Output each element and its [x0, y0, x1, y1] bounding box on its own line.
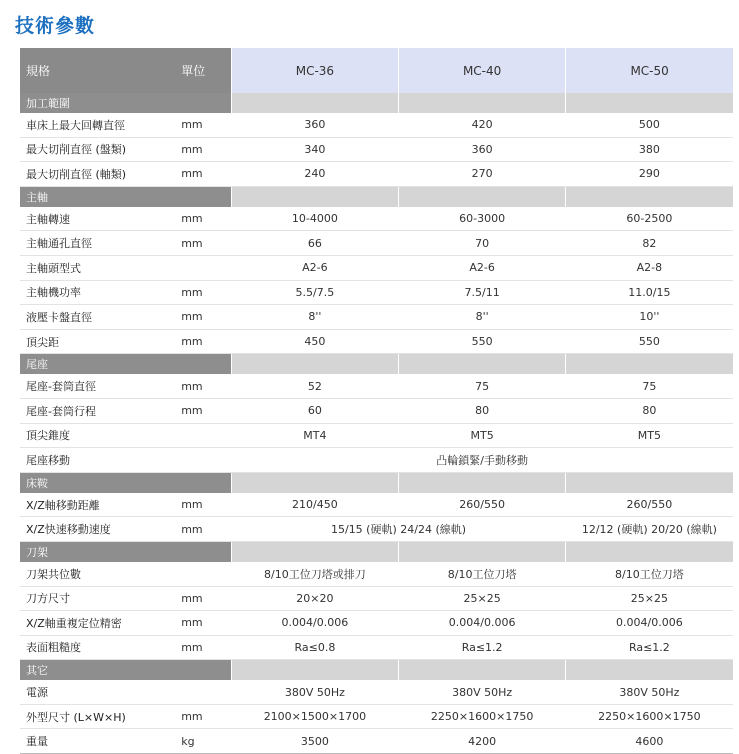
spec-unit: mm	[180, 280, 231, 305]
spec-unit: mm	[180, 137, 231, 162]
spec-unit: mm	[180, 305, 231, 330]
page-title: 技術參數	[15, 15, 96, 37]
spec-value-mc50: 380V 50Hz	[566, 680, 733, 704]
spec-name: 主軸通孔直徑	[20, 231, 180, 256]
spec-value-mc36: 8/10工位刀塔或排刀	[231, 562, 398, 586]
table-row	[20, 137, 733, 162]
spec-name: X/Z軸重複定位精密	[20, 611, 180, 636]
spec-value-mc40: 8/10工位刀塔	[399, 562, 566, 586]
spec-unit: mm	[180, 207, 231, 231]
spec-name: 主軸機功率	[20, 280, 180, 305]
spec-name: 電源	[20, 680, 180, 704]
spec-value-mc36: 60	[231, 398, 398, 423]
spec-value-mc50: 260/550	[566, 493, 733, 517]
section-header-row	[20, 186, 733, 207]
spec-name: 頂尖錐度	[20, 423, 180, 448]
spec-value-mc50: 550	[566, 329, 733, 354]
section-fill	[566, 354, 733, 375]
spec-value-mc40: 360	[399, 137, 566, 162]
spec-name: 尾座-套筒行程	[20, 398, 180, 423]
model-header-mc50: MC-50	[566, 48, 733, 93]
spec-name: 主軸轉速	[20, 207, 180, 231]
section-title: 刀架	[20, 541, 231, 562]
spec-value-mc40: MT5	[399, 423, 566, 448]
spec-value-mc36: 360	[231, 113, 398, 137]
spec-value-mc36: 340	[231, 137, 398, 162]
spec-value-mc50: 75	[566, 374, 733, 398]
spec-name: 尾座-套筒直徑	[20, 374, 180, 398]
spec-value-mc36: 450	[231, 329, 398, 354]
spec-header: 規格	[20, 48, 180, 93]
section-fill	[399, 354, 566, 375]
spec-name: 刀架共位數	[20, 562, 180, 586]
section-header-row	[20, 660, 733, 681]
spec-name: X/Z快速移動速度	[20, 517, 180, 542]
spec-value-mc36: A2-6	[231, 255, 398, 280]
spec-value-mc40: A2-6	[399, 255, 566, 280]
section-fill	[231, 93, 398, 113]
section-fill	[566, 472, 733, 493]
spec-name: 表面粗糙度	[20, 635, 180, 660]
spec-value-mc50: MT5	[566, 423, 733, 448]
section-fill	[399, 93, 566, 113]
section-fill	[399, 186, 566, 207]
spec-name: 尾座移動	[20, 448, 180, 473]
model-header-mc36: MC-36	[231, 48, 398, 93]
table-row	[20, 305, 733, 330]
spec-value-mc40: 270	[399, 162, 566, 187]
spec-unit: mm	[180, 493, 231, 517]
spec-unit: mm	[180, 374, 231, 398]
spec-value-mc40: 260/550	[399, 493, 566, 517]
table-header-row	[20, 48, 733, 93]
spec-name: X/Z軸移動距離	[20, 493, 180, 517]
spec-unit: mm	[180, 113, 231, 137]
spec-value-mc40: 80	[399, 398, 566, 423]
spec-value-mc50: 82	[566, 231, 733, 256]
spec-unit: mm	[180, 517, 231, 542]
spec-value-mc40: Ra≤1.2	[399, 635, 566, 660]
unit-header: 單位	[180, 48, 231, 93]
section-title: 加工範圍	[20, 93, 231, 113]
spec-value-mc40: 380V 50Hz	[399, 680, 566, 704]
spec-table-body	[20, 93, 733, 754]
spec-value-mc50: A2-8	[566, 255, 733, 280]
spec-unit	[180, 423, 231, 448]
section-title: 尾座	[20, 354, 231, 375]
spec-unit	[180, 562, 231, 586]
table-row	[20, 423, 733, 448]
section-header-row	[20, 93, 733, 113]
spec-value-all: 凸輪鎖緊/手動移動	[231, 448, 733, 473]
spec-value-mc50: 25×25	[566, 586, 733, 611]
table-row	[20, 231, 733, 256]
section-title: 床鞍	[20, 472, 231, 493]
spec-unit: kg	[180, 729, 231, 754]
spec-value-mc36: 20×20	[231, 586, 398, 611]
table-row	[20, 562, 733, 586]
section-fill	[399, 472, 566, 493]
spec-name: 外型尺寸 (L×W×H)	[20, 704, 180, 729]
spec-value-mc40: 4200	[399, 729, 566, 754]
section-header-row	[20, 354, 733, 375]
table-row	[20, 207, 733, 231]
spec-unit: mm	[180, 231, 231, 256]
table-row	[20, 448, 733, 473]
table-row	[20, 113, 733, 137]
spec-value-mc50: 12/12 (硬軌) 20/20 (線軌)	[566, 517, 733, 542]
spec-value-mc36: 2100×1500×1700	[231, 704, 398, 729]
spec-value-mc50: Ra≤1.2	[566, 635, 733, 660]
spec-unit: mm	[180, 398, 231, 423]
section-fill	[231, 186, 398, 207]
table-row	[20, 255, 733, 280]
spec-value-mc40: 70	[399, 231, 566, 256]
spec-name: 重量	[20, 729, 180, 754]
spec-table	[20, 48, 733, 754]
table-row	[20, 398, 733, 423]
table-row	[20, 280, 733, 305]
section-header-row	[20, 541, 733, 562]
spec-value-mc36: 0.004/0.006	[231, 611, 398, 636]
section-fill	[566, 93, 733, 113]
spec-value-mc36: Ra≤0.8	[231, 635, 398, 660]
table-row	[20, 374, 733, 398]
spec-value-mc36: 3500	[231, 729, 398, 754]
spec-value-mc36: 210/450	[231, 493, 398, 517]
table-row	[20, 329, 733, 354]
spec-unit: mm	[180, 611, 231, 636]
spec-value-mc40: 2250×1600×1750	[399, 704, 566, 729]
model-header-mc40: MC-40	[399, 48, 566, 93]
section-header-row	[20, 472, 733, 493]
spec-name: 液壓卡盤直徑	[20, 305, 180, 330]
spec-value-mc50: 4600	[566, 729, 733, 754]
section-fill	[231, 472, 398, 493]
spec-unit: mm	[180, 586, 231, 611]
spec-name: 車床上最大回轉直徑	[20, 113, 180, 137]
spec-value-mc36: 8''	[231, 305, 398, 330]
section-fill	[231, 354, 398, 375]
spec-value-mc40: 60-3000	[399, 207, 566, 231]
spec-value-mc50: 0.004/0.006	[566, 611, 733, 636]
section-fill	[566, 541, 733, 562]
spec-unit	[180, 448, 231, 473]
spec-unit: mm	[180, 635, 231, 660]
table-row	[20, 704, 733, 729]
spec-unit	[180, 255, 231, 280]
spec-value-mc50: 11.0/15	[566, 280, 733, 305]
spec-value-mc50: 80	[566, 398, 733, 423]
section-fill	[566, 660, 733, 681]
spec-value-mc40: 7.5/11	[399, 280, 566, 305]
spec-name: 頂尖距	[20, 329, 180, 354]
spec-name: 主軸頭型式	[20, 255, 180, 280]
spec-value-mc40: 25×25	[399, 586, 566, 611]
spec-name: 最大切削直徑 (軸類)	[20, 162, 180, 187]
spec-unit: mm	[180, 162, 231, 187]
spec-value-mc40: 75	[399, 374, 566, 398]
spec-value-mc36: 240	[231, 162, 398, 187]
table-row	[20, 493, 733, 517]
section-fill	[399, 541, 566, 562]
spec-value-mc36: 380V 50Hz	[231, 680, 398, 704]
spec-value-mc50: 500	[566, 113, 733, 137]
spec-value-mc50: 60-2500	[566, 207, 733, 231]
table-row	[20, 611, 733, 636]
section-title: 主軸	[20, 186, 231, 207]
section-fill	[231, 541, 398, 562]
spec-value-mc36-mc40: 15/15 (硬軌) 24/24 (線軌)	[231, 517, 565, 542]
spec-value-mc40: 0.004/0.006	[399, 611, 566, 636]
spec-value-mc36: 5.5/7.5	[231, 280, 398, 305]
spec-value-mc50: 380	[566, 137, 733, 162]
spec-value-mc50: 10''	[566, 305, 733, 330]
table-row	[20, 162, 733, 187]
spec-value-mc50: 8/10工位刀塔	[566, 562, 733, 586]
section-fill	[399, 660, 566, 681]
spec-value-mc36: 66	[231, 231, 398, 256]
spec-name: 刀方尺寸	[20, 586, 180, 611]
spec-unit: mm	[180, 329, 231, 354]
section-title: 其它	[20, 660, 231, 681]
table-row	[20, 635, 733, 660]
spec-value-mc40: 550	[399, 329, 566, 354]
section-fill	[566, 186, 733, 207]
table-row	[20, 517, 733, 542]
spec-value-mc50: 290	[566, 162, 733, 187]
spec-name: 最大切削直徑 (盤類)	[20, 137, 180, 162]
spec-unit: mm	[180, 704, 231, 729]
section-fill	[231, 660, 398, 681]
table-row	[20, 586, 733, 611]
spec-value-mc40: 420	[399, 113, 566, 137]
spec-value-mc50: 2250×1600×1750	[566, 704, 733, 729]
spec-value-mc36: 10-4000	[231, 207, 398, 231]
spec-value-mc40: 8''	[399, 305, 566, 330]
spec-value-mc36: MT4	[231, 423, 398, 448]
table-row	[20, 729, 733, 754]
spec-value-mc36: 52	[231, 374, 398, 398]
